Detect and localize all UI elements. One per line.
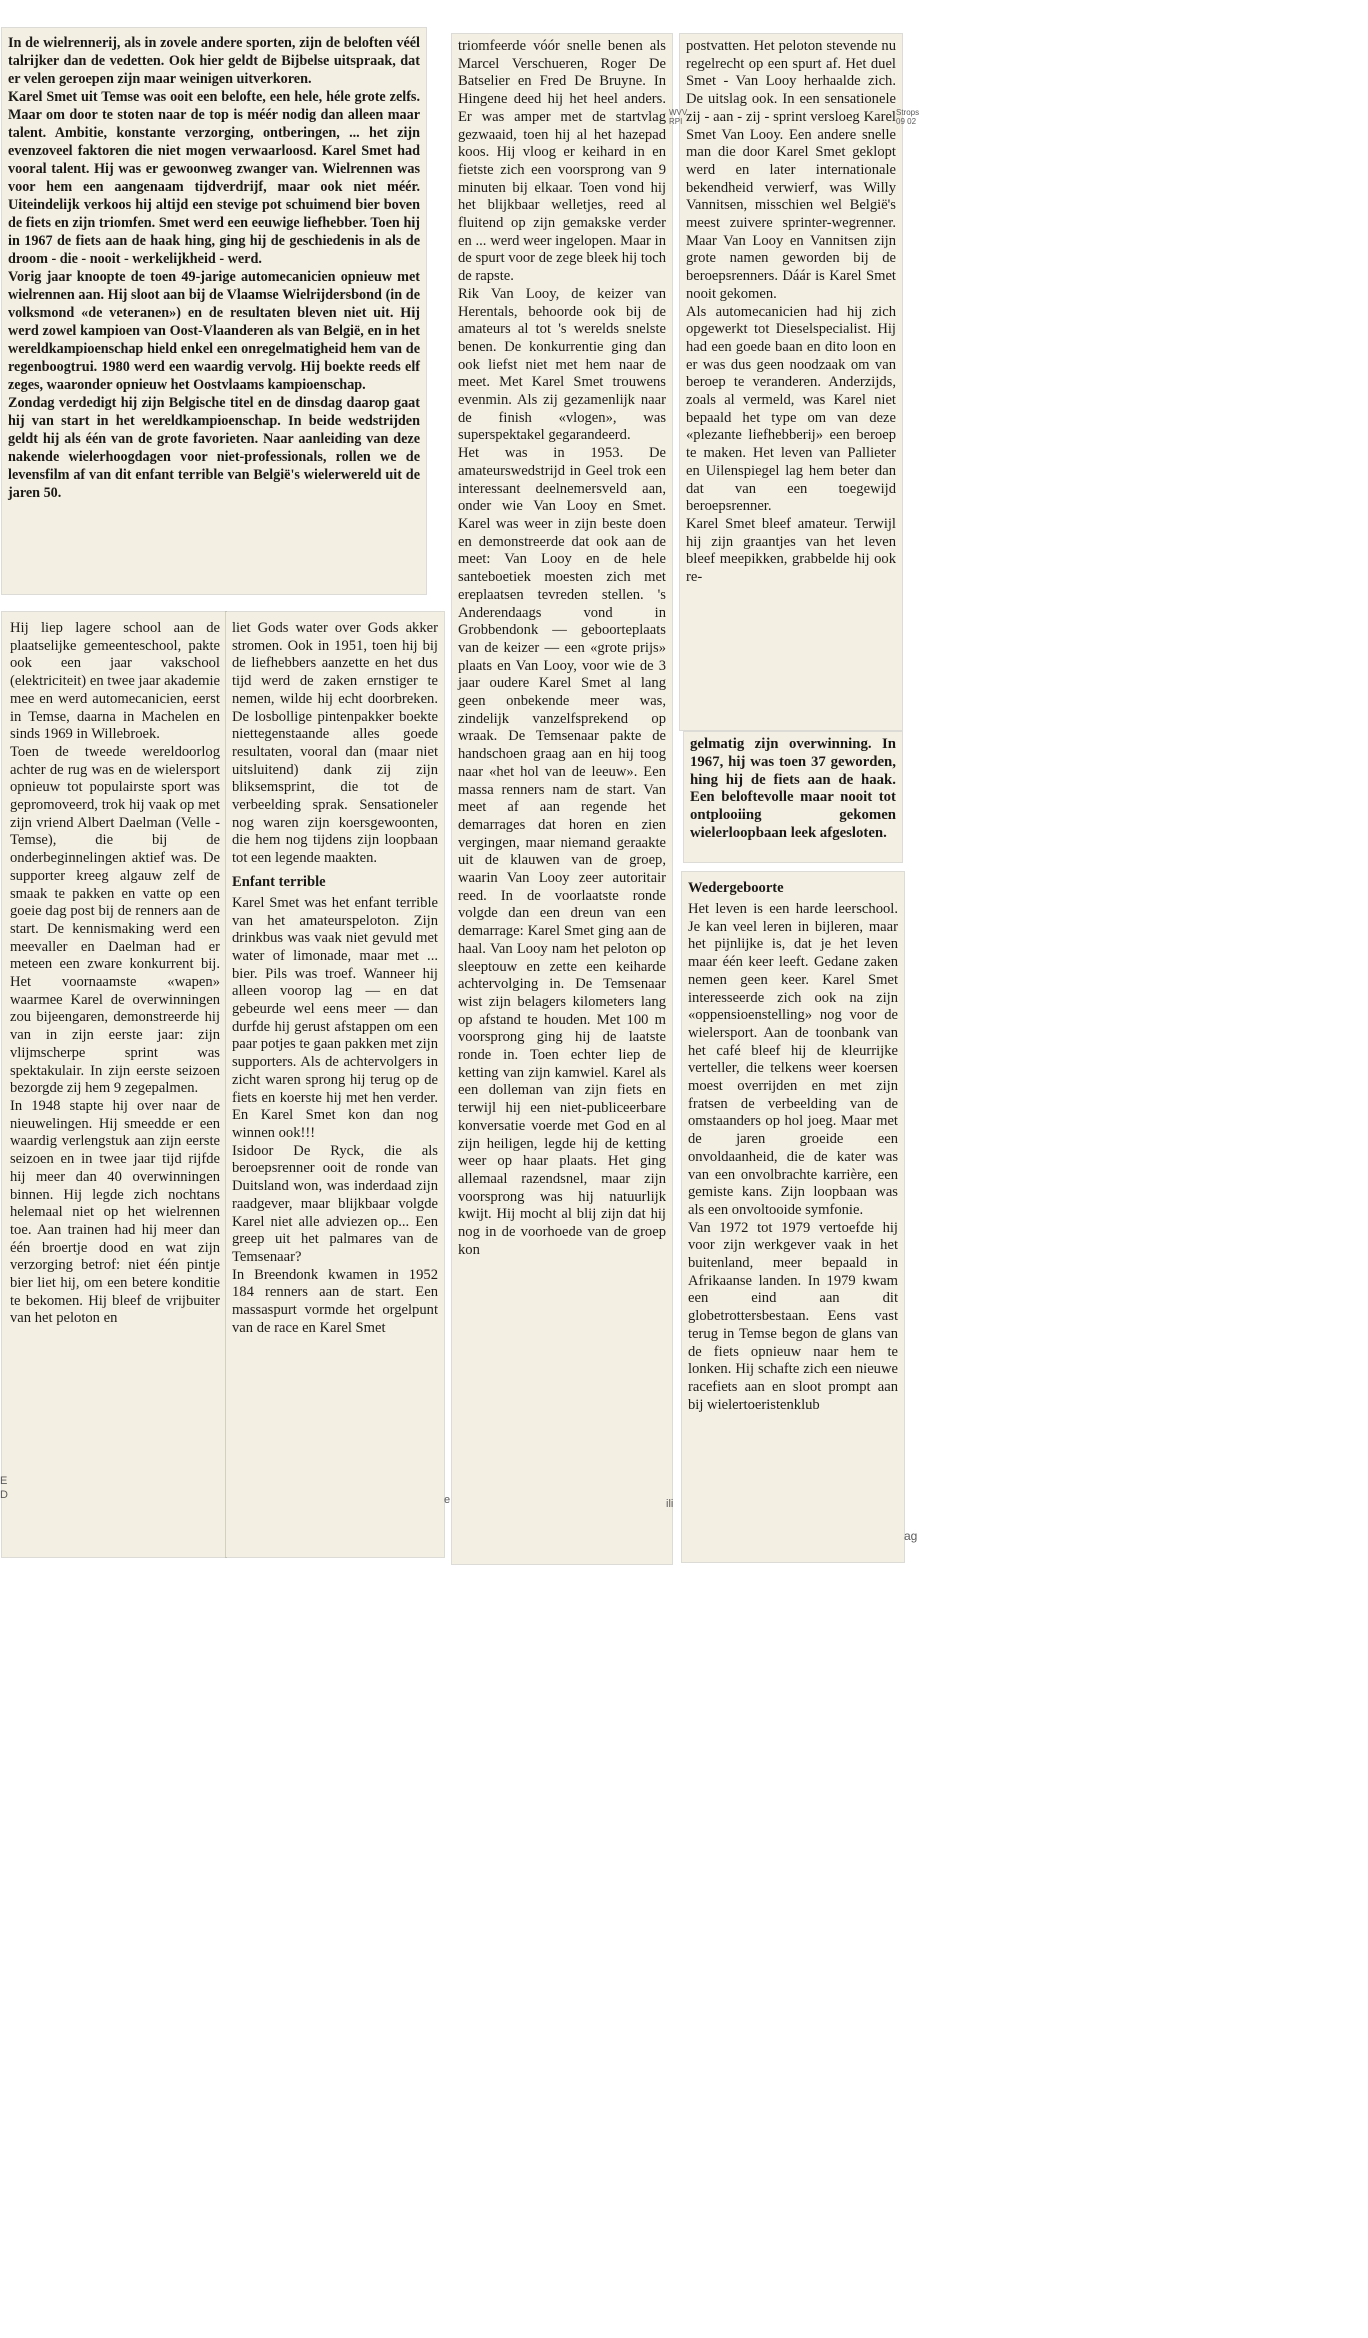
article-column-a: [2, 612, 226, 1557]
column-d-text-1: postvatten. Het peloton stevende nu regelrecht op een spurt af. Het duel Smet - Van Looy herhaalde zich. De uitslag ook. In een sensationele zij - aan - zij - sprint versloeg Karel Smet Van Looy. Een andere snelle man die door Karel Smet geklopt werd en later internationale bekendheid verwierf, was Willy Vannitsen, misschien wel België's meest zuivere sprinter-wegrenner. Maar Van Looy en Vannitsen zijn grote namen geworden bij de beroepsrenners. Dáár is Karel Smet nooit gekomen. Als automecanicien had hij zich opgewerkt tot Dieselspecialist. Hij had een goede baan en dito loon en er was dus geen noodzaak om van beroep te veranderen. Anderzijds, zoals al vermeld, was Karel niet bepaald het type om van deze «plezante liefhebberij» een beroep te maken. Het leven van Pallieter en Uilenspiegel lag hem beter dan dat van een toegewijd beroepsrenner. Karel Smet bleef amateur. Terwijl hij zijn graantjes van het leven bleef meepikken, grabbelde hij ook re-: [686, 38, 896, 586]
column-b-text-1: liet Gods water over Gods akker stromen. Ook in 1951, toen hij bij de liefhebbers aanzette en het dus tijd werd de zaken ernstiger te nemen, wilde hij echt doorbreken. De losbollige pintenpakker boekte niettegenstaande alles goede resultaten, vooral dan (maar niet uitsluitend) dank zij zijn bliksemsprint, die tot de verbeelding sprak. Sensationeler nog waren zijn koersgewoonten, die hem nog tijdens zijn loopbaan tot een legende maakten.: [232, 620, 438, 867]
column-a-text: Hij liep lagere school aan de plaatselijke gemeenteschool, pakte ook een jaar vakschool (elektriciteit) en twee jaar akademie mee en werd automecanicien, eerst in Temse, daarna in Machelen en sinds 1969 in Willebroek. Toen de tweede wereldoorlog achter de rug was en de wielersport opnieuw tot populairste sport was gepromoveerd, trok hij vaak op met zijn vriend Albert Daelman (Velle - Temse), die bij de onderbeginnelingen aktief was. De supporter kreeg algauw zelf de smaak te pakken en vatte op een goeie dag post bij de renners aan de start. De kennismaking werd een meevaller en Daelman had er meteen een zware konkurrent bij. Het voornaamste «wapen» waarmee Karel de overwinningen zou bijeengaren, demonstreerde hij van in zijn eerste jaar: zijn vlijmscherpe sprint was spektakulair. In zijn eerste seizoen bezorgde zij hem 9 zegepalmen. In 1948 stapte hij over naar de nieuwelingen. Hij smeedde er een waardig verlengstuk aan zijn eerste seizoen en in twee jaar tijd rijfde hij meer dan 40 overwinningen binnen. Hij legde zich nochtans helemaal niet op het wielrennen toe. Aan trainen had hij meer dan één broertje dood en wat zijn verzorging betrof: niet één pintje bier liet hij, om een betere konditie te bekomen. Hij bleef de vrijbuiter van het peloton en: [10, 620, 220, 1327]
subheading-wedergeboorte: Wedergeboorte: [688, 880, 784, 896]
intro-text: In de wielrennerij, als in zovele andere sporten, zijn de beloften véél talrijker dan de vedetten. Ook hier geldt de Bijbelse uitspraak, dat er velen geroepen zijn maar weinigen uitverkoren. Karel Smet uit Temse was ooit een belofte, een hele, héle grote zelfs. Maar om door te stoten naar de top is méér nodig dan alleen maar talent. Ambitie, konstante verzorging, ontberingen, ... het zijn evenzoveel faktoren die niet mogen verwaarloosd. Karel Smet had vooral talent. Hij was er gewoonweg zwanger van. Wielrennen was voor hem een aangenaam tijdverdrijf, maar ook niet méér. Uiteindelijk verkoos hij altijd een stevige pot schuimend bier boven de fiets en zijn triomfen. Smet werd een eeuwige liefhebber. Toen hij in 1967 de fiets aan de haak hing, ging hij de geschiedenis in als de droom - die - nooit - werkelijkheid - werd. Vorig jaar knoopte de toen 49-jarige automecanicien opnieuw met wielrennen aan. Hij sloot aan bij de Vlaamse Wielrijdersbond (in de volksmond «de veteranen») en de resultaten bleven niet uit. Hij werd zowel kampioen van Oost-Vlaanderen als van België, en in het wereldkampioenschap hield enkel een onregelmatigheid hem van de regenboogtrui. 1980 werd een waardig vervolg. Hij boekte reeds elf zeges, waaronder opnieuw het Oostvlaams kampioenschap. Zondag verdedigt hij zijn Belgische titel en de dinsdag daarop gaat hij van start in het wereldkampioenschap. In beide wedstrijden geldt hij als één van de grote favorieten. Naar aanleiding van deze nakende wielerhoogdagen voor niet-professionals, rollen we de levensfilm af van dit enfant terrible van België's wielerwereld uit de jaren 50.: [8, 35, 420, 501]
subheading-enfant-terrible: Enfant terrible: [232, 873, 326, 890]
intro-clipping: [2, 28, 426, 594]
edge-mark-bottom-mid: e: [444, 1494, 451, 1506]
article-column-c: [452, 34, 672, 1564]
article-column-d-top: [680, 34, 902, 730]
article-column-d-bold-fragment: [684, 732, 902, 862]
column-c-text: triomfeerde vóór snelle benen als Marcel Verschueren, Roger De Batselier en Fred De Bruyne. In Hingene deed hij het heel anders. Er was amper met de startvlag gezwaaid, toen hij al het hazepad koos. Hij vloog er keihard in en fietste zich een voorsprong van 9 minuten bij elkaar. Toen vond hij het blijkbaar welletjes, reed al fluitend op zijn gemakske verder en ... werd weer ingelopen. Maar in de spurt voor de zege bleek hij toch de rapste. Rik Van Looy, de keizer van Herentals, behoorde ook bij de amateurs al tot 's werelds snelste benen. De konkurrentie ging dan ook liefst niet met hem naar de meet. Met Karel Smet trouwens evenmin. Als zij gezamenlijk naar de finish «vlogen», was superspektakel gegarandeerd. Het was in 1953. De amateurswedstrijd in Geel trok een interessant deelnemersveld aan, onder wie Van Looy en Smet. Karel was weer in zijn beste doen en demonstreerde dat ook aan de meet: Van Looy en de hele santeboetiek moesten zich met ereplaatsen tevreden stellen. 's Anderendaags vond in Grobbendonk — geboorteplaats van de keizer — een «grote prijs» plaats en Van Looy, voor wie de 3 jaar oudere Karel Smet al lang geen onbekende meer was, zindelijk vanzelfsprekend op wraak. De Temsenaar pakte de handschoen graag aan en hij toog naar «het hol van de leeuw». Een massa renners nam de start. Van meet af aan regende het demarrages dat horen en zien vergingen, maar niemand geraakte uit de klauwen van de groep, waarin Van Looy zeer autoritair reed. In de voorlaatste ronde volgde dan een dreun van een demarrage: Karel Smet ging aan de haal. Van Looy nam het peloton op sleeptouw en zette een keiharde achtervolging in. De Temsenaar wist zijn belagers kilometers lang op afstand te houden. Met 100 m voorsprong ging hij de laatste ronde in. Toen echter liep de ketting van zijn kamwiel. Karel als een dolleman van zijn fiets en terwijl hij een niet-publiceerbare konversatie voerde met God en al zijn heiligen, legde hij de ketting weer op haar plaats. Het ging allemaal razendsnel, maar zijn voorsprong was hij natuurlijk kwijt. Hij mocht al blij zijn dat hij nog in de voorhoede van de groep kon: [458, 38, 666, 1258]
column-d-text-3: Het leven is een harde leerschool. Je kan veel leren in bijleren, maar het pijnlijke is, dat je het leven maar één keer leeft. Gedane zaken nemen geen keer. Karel Smet interesseerde zich ook na zijn «oppensioenstelling» nog voor de wielersport. Aan de toonbank van het café bleef hij de kleurrijke verteller, die telkens weer koersen moest overrijden en met zijn fratsen de verbeelding van de omstaanders op hol joeg. Maar met de jaren groeide een onvoldaanheid, die de kater was van een onvolbrachte karrière, een gemiste kans. Zijn loopbaan was als een onvoltooide symfonie. Van 1972 tot 1979 vertoefde hij voor zijn werkgever vaak in het buitenland, meer bepaald in Afrikaanse landen. In 1979 kwam een eind aan dit globetrottersbestaan. Eens vast terug in Temse begon de glans van de fiets opnieuw naar hem te lonken. Hij schafte zich een nieuwe racefiets aan en sloot prompt aan bij wielertoeristenklub: [688, 901, 898, 1413]
article-column-d-bottom: [682, 872, 904, 1562]
edge-mark-left-gutter: WVV RPI: [669, 108, 688, 126]
edge-mark-far-right: ag: [904, 1529, 918, 1543]
column-b-text-2: Karel Smet was het enfant terrible van het amateurspeloton. Zijn drinkbus was vaak niet gevuld met water of limonade, maar met ... bier. Pils was troef. Wanneer hij alleen voorop lag — en dat gebeurde wel eens meer — dan durfde hij gerust afstappen om een paar potjes te gaan pakken met zijn supporters. Als de achtervolgers in zicht waren sprong hij terug op de fiets en koerste hij met hen verder. En Karel Smet kon dan nog winnen ook!!! Isidoor De Ryck, die als beroepsrenner ooit de ronde van Duitsland won, was inderdaad zijn raadgever, maar blijkbaar volgde Karel niet alle adviezen op... Een greep uit het palmares van de Temsenaar? In Breendonk kwamen in 1952 184 renners aan de start. Een massaspurt vormde het orgelpunt van de race en Karel Smet: [232, 894, 438, 1336]
column-d-text-2: gelmatig zijn overwinning. In 1967, hij was toen 37 geworden, hing hij de fiets aan de haak. Een beloftevolle maar nooit tot ontplooiing gekomen wielerloopbaan leek afgesloten.: [690, 736, 896, 841]
edge-mark-left-bottom: E D: [0, 1475, 8, 1501]
edge-mark-right-top: Strops 09 02: [896, 108, 920, 126]
article-column-b: [226, 612, 444, 1557]
edge-mark-bottom-right: ili: [666, 1498, 674, 1510]
